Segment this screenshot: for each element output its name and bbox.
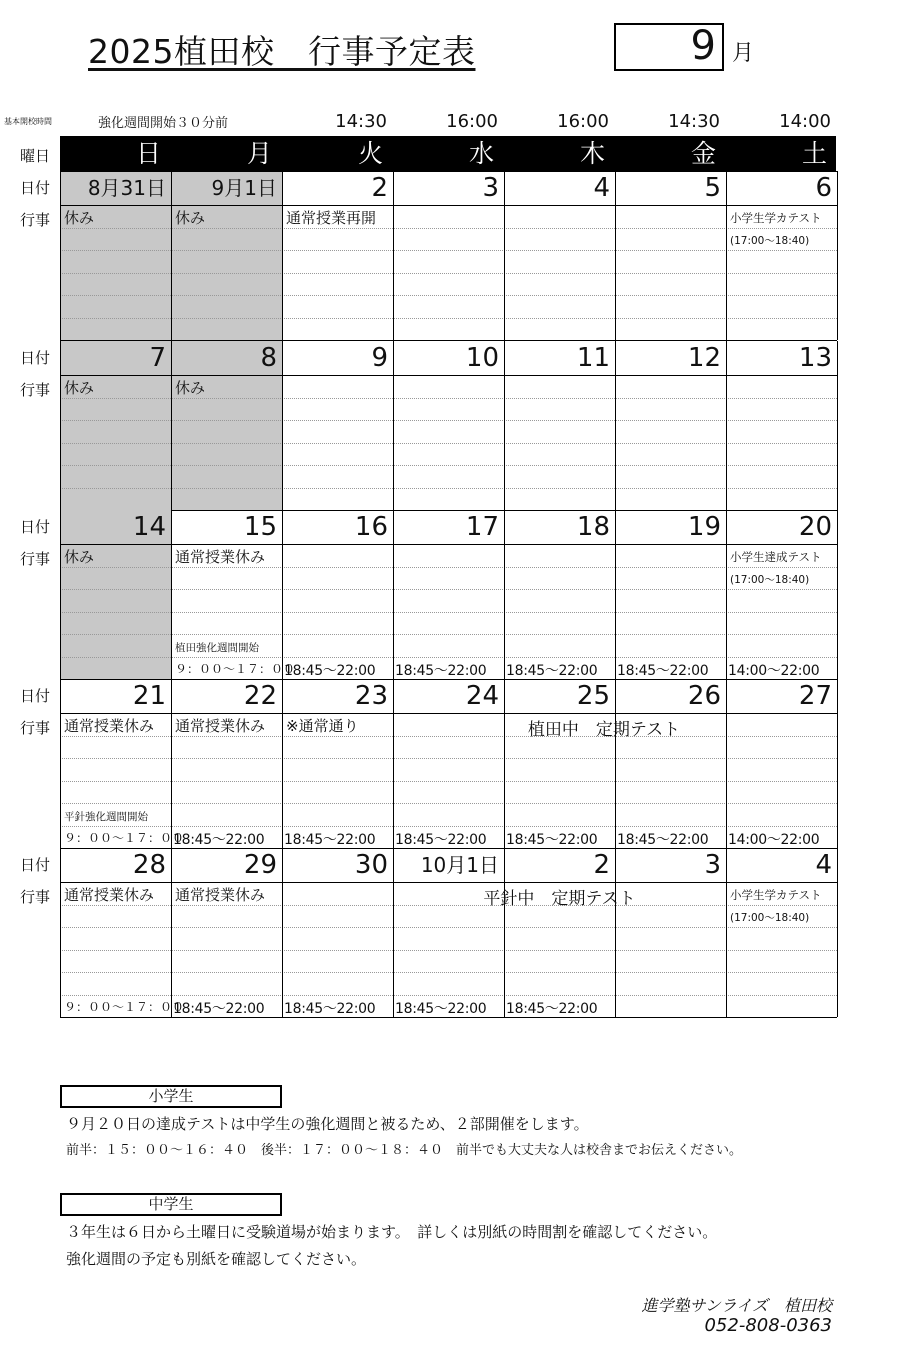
date-number: 28 bbox=[132, 850, 166, 880]
date-number: 23 bbox=[354, 681, 388, 711]
time-text: 18:45～22:00 bbox=[617, 832, 709, 848]
time-text: 18:45～22:00 bbox=[395, 663, 487, 679]
date-divider bbox=[60, 205, 837, 206]
junior-note-line1: ３年生は６日から土曜日に受験道場が始まります。 詳しくは別紙の時間割を確認してください。 bbox=[66, 1223, 718, 1241]
date-number: 27 bbox=[798, 681, 832, 711]
event-text: (17:00～18:40) bbox=[730, 574, 810, 586]
time-text: 18:45～22:00 bbox=[284, 663, 376, 679]
date-divider bbox=[60, 882, 837, 883]
event-text: 小学生学カテスト bbox=[730, 888, 822, 902]
time-text: 14:00～22:00 bbox=[728, 663, 820, 679]
time-text: 18:45～22:00 bbox=[506, 832, 598, 848]
date-number: 30 bbox=[354, 850, 388, 880]
date-number: 15 bbox=[243, 512, 277, 542]
column-divider bbox=[837, 679, 838, 848]
footer-phone: 052-808-0363 bbox=[704, 1315, 832, 1336]
elementary-note-line2: 前半：１５：００～１６：４０ 後半：１７：００～１８：４０ 前半でも大丈夫な人は校舎までお伝えください。 bbox=[66, 1143, 743, 1158]
basic-hours-time: 14:00 bbox=[779, 111, 831, 132]
date-number: 19 bbox=[687, 512, 721, 542]
event-text: 休み bbox=[175, 379, 206, 397]
time-text: 18:45～22:00 bbox=[284, 1001, 376, 1017]
event-row-label: 行事 bbox=[20, 888, 51, 906]
weekday-cell: 水 bbox=[468, 139, 494, 168]
basic-hours-label: 基本開校時間 bbox=[4, 117, 52, 126]
page-title: 2025植田校 行事予定表 bbox=[88, 32, 476, 71]
time-text: 14:00～22:00 bbox=[728, 832, 820, 848]
event-text: 休み bbox=[64, 548, 95, 566]
elementary-note-line1: ９月２０日の達成テストは中学生の強化週間と被るため、２部開催をします。 bbox=[66, 1115, 589, 1133]
date-number: 21 bbox=[132, 681, 166, 711]
row-divider bbox=[60, 758, 837, 759]
row-divider bbox=[60, 318, 837, 319]
event-text: 休み bbox=[175, 209, 206, 227]
session-start-note: 植田強化週間開始 bbox=[175, 642, 259, 654]
row-divider bbox=[60, 228, 837, 229]
row-divider bbox=[60, 398, 837, 399]
row-divider bbox=[60, 420, 837, 421]
date-number: 10月1日 bbox=[420, 853, 499, 877]
date-number: 4 bbox=[815, 850, 832, 880]
month-label: 月 bbox=[732, 41, 755, 66]
row-divider bbox=[60, 781, 837, 782]
event-text: 通常授業休み bbox=[64, 886, 155, 904]
row-divider bbox=[60, 465, 837, 466]
date-number: 25 bbox=[576, 681, 610, 711]
event-row-label: 行事 bbox=[20, 381, 51, 399]
event-text: 通常授業休み bbox=[175, 717, 266, 735]
weekday-cell: 月 bbox=[246, 139, 272, 168]
row-divider bbox=[60, 589, 837, 590]
row-divider bbox=[60, 995, 837, 996]
weekday-row-label: 曜日 bbox=[20, 147, 51, 165]
weekday-cell: 火 bbox=[357, 139, 383, 168]
date-number: 22 bbox=[243, 681, 277, 711]
event-text: 通常授業休み bbox=[175, 886, 266, 904]
time-text: 18:45～22:00 bbox=[173, 1001, 265, 1017]
date-number: 24 bbox=[465, 681, 499, 711]
row-divider bbox=[60, 488, 837, 489]
date-number: 11 bbox=[576, 343, 610, 373]
basic-hours-time: 16:00 bbox=[557, 111, 609, 132]
junior-note-line2: 強化週間の予定も別紙を確認してください。 bbox=[66, 1250, 367, 1268]
date-number: 8 bbox=[260, 343, 277, 373]
date-number: 8月31日 bbox=[87, 176, 166, 200]
column-divider bbox=[837, 848, 838, 1017]
date-number: 3 bbox=[482, 173, 499, 203]
basic-hours-time: 16:00 bbox=[446, 111, 498, 132]
basic-hours-time: 14:30 bbox=[335, 111, 387, 132]
date-number: 6 bbox=[815, 173, 832, 203]
date-row-label: 日付 bbox=[20, 349, 51, 367]
time-text: 18:45～22:00 bbox=[173, 832, 265, 848]
month-number: 9 bbox=[690, 23, 716, 69]
time-text: 18:45～22:00 bbox=[395, 1001, 487, 1017]
weekday-cell: 金 bbox=[690, 139, 716, 168]
elementary-heading: 小学生 bbox=[60, 1085, 282, 1108]
date-number: 29 bbox=[243, 850, 277, 880]
row-divider bbox=[60, 612, 837, 613]
row-divider bbox=[60, 634, 837, 635]
date-number: 16 bbox=[354, 512, 388, 542]
session-start-note: 平針強化週間開始 bbox=[64, 811, 148, 823]
event-text: 休み bbox=[64, 209, 95, 227]
row-divider bbox=[60, 972, 837, 973]
date-number: 9月1日 bbox=[211, 176, 277, 200]
junior-heading: 中学生 bbox=[60, 1193, 282, 1216]
exam-period-label: 植田中 定期テスト bbox=[527, 720, 681, 740]
row-divider bbox=[60, 950, 837, 951]
row-divider bbox=[60, 803, 837, 804]
date-row-label: 日付 bbox=[20, 856, 51, 874]
time-text: 18:45～22:00 bbox=[617, 663, 709, 679]
exam-period-label: 平針中 定期テスト bbox=[483, 889, 636, 909]
date-number: 12 bbox=[687, 343, 721, 373]
date-number: 26 bbox=[687, 681, 721, 711]
time-text: ９：００～１７：００ bbox=[64, 831, 185, 845]
event-text: 小学生達成テスト bbox=[730, 550, 822, 564]
date-divider bbox=[60, 713, 837, 714]
event-text: 休み bbox=[64, 379, 95, 397]
row-divider bbox=[60, 567, 837, 568]
date-divider bbox=[60, 375, 837, 376]
date-number: 5 bbox=[704, 173, 721, 203]
weekday-cell: 土 bbox=[801, 139, 827, 168]
date-row-label: 日付 bbox=[20, 518, 51, 536]
date-number: 4 bbox=[593, 173, 610, 203]
row-divider bbox=[60, 273, 837, 274]
date-number: 3 bbox=[704, 850, 721, 880]
date-number: 13 bbox=[798, 343, 832, 373]
month-box bbox=[614, 23, 724, 71]
date-number: 14 bbox=[132, 512, 166, 542]
column-divider bbox=[837, 341, 838, 510]
row-divider bbox=[60, 443, 837, 444]
date-number: 2 bbox=[371, 173, 388, 203]
event-row-label: 行事 bbox=[20, 211, 51, 229]
date-row-label: 日付 bbox=[20, 179, 51, 197]
date-number: 18 bbox=[576, 512, 610, 542]
column-divider bbox=[837, 510, 838, 679]
time-text: ９：００～１７：００ bbox=[64, 1000, 185, 1014]
weekday-cell: 木 bbox=[579, 139, 605, 168]
event-text: 通常授業休み bbox=[64, 717, 155, 735]
column-divider bbox=[837, 171, 838, 340]
week-divider bbox=[60, 510, 837, 511]
event-row-label: 行事 bbox=[20, 719, 51, 737]
date-number: 20 bbox=[798, 512, 832, 542]
row-divider bbox=[60, 657, 837, 658]
event-row-label: 行事 bbox=[20, 550, 51, 568]
row-divider bbox=[60, 826, 837, 827]
weekday-cell: 日 bbox=[135, 139, 161, 168]
date-number: 7 bbox=[149, 343, 166, 373]
date-number: 2 bbox=[593, 850, 610, 880]
event-text: ※通常通り bbox=[286, 717, 359, 735]
row-divider bbox=[60, 927, 837, 928]
date-divider bbox=[60, 544, 837, 545]
row-divider bbox=[60, 295, 837, 296]
row-divider bbox=[60, 250, 837, 251]
grid-top-border bbox=[60, 171, 837, 172]
footer-school: 進学塾サンライズ 植田校 bbox=[641, 1296, 832, 1315]
event-text: (17:00～18:40) bbox=[730, 235, 810, 247]
event-text: (17:00～18:40) bbox=[730, 912, 810, 924]
time-text: ９：００～１７：００ bbox=[175, 662, 296, 676]
date-row-label: 日付 bbox=[20, 687, 51, 705]
date-number: 17 bbox=[465, 512, 499, 542]
event-text: 小学生学カテスト bbox=[730, 211, 822, 225]
time-text: 18:45～22:00 bbox=[506, 663, 598, 679]
date-number: 10 bbox=[465, 343, 499, 373]
event-text: 通常授業再開 bbox=[286, 209, 377, 227]
basic-hours-time: 14:30 bbox=[668, 111, 720, 132]
time-text: 18:45～22:00 bbox=[506, 1001, 598, 1017]
time-text: 18:45～22:00 bbox=[284, 832, 376, 848]
event-text: 通常授業休み bbox=[175, 548, 266, 566]
date-number: 9 bbox=[371, 343, 388, 373]
basic-hours-sunday: 強化週間開始３０分前 bbox=[98, 116, 229, 131]
time-text: 18:45～22:00 bbox=[395, 832, 487, 848]
